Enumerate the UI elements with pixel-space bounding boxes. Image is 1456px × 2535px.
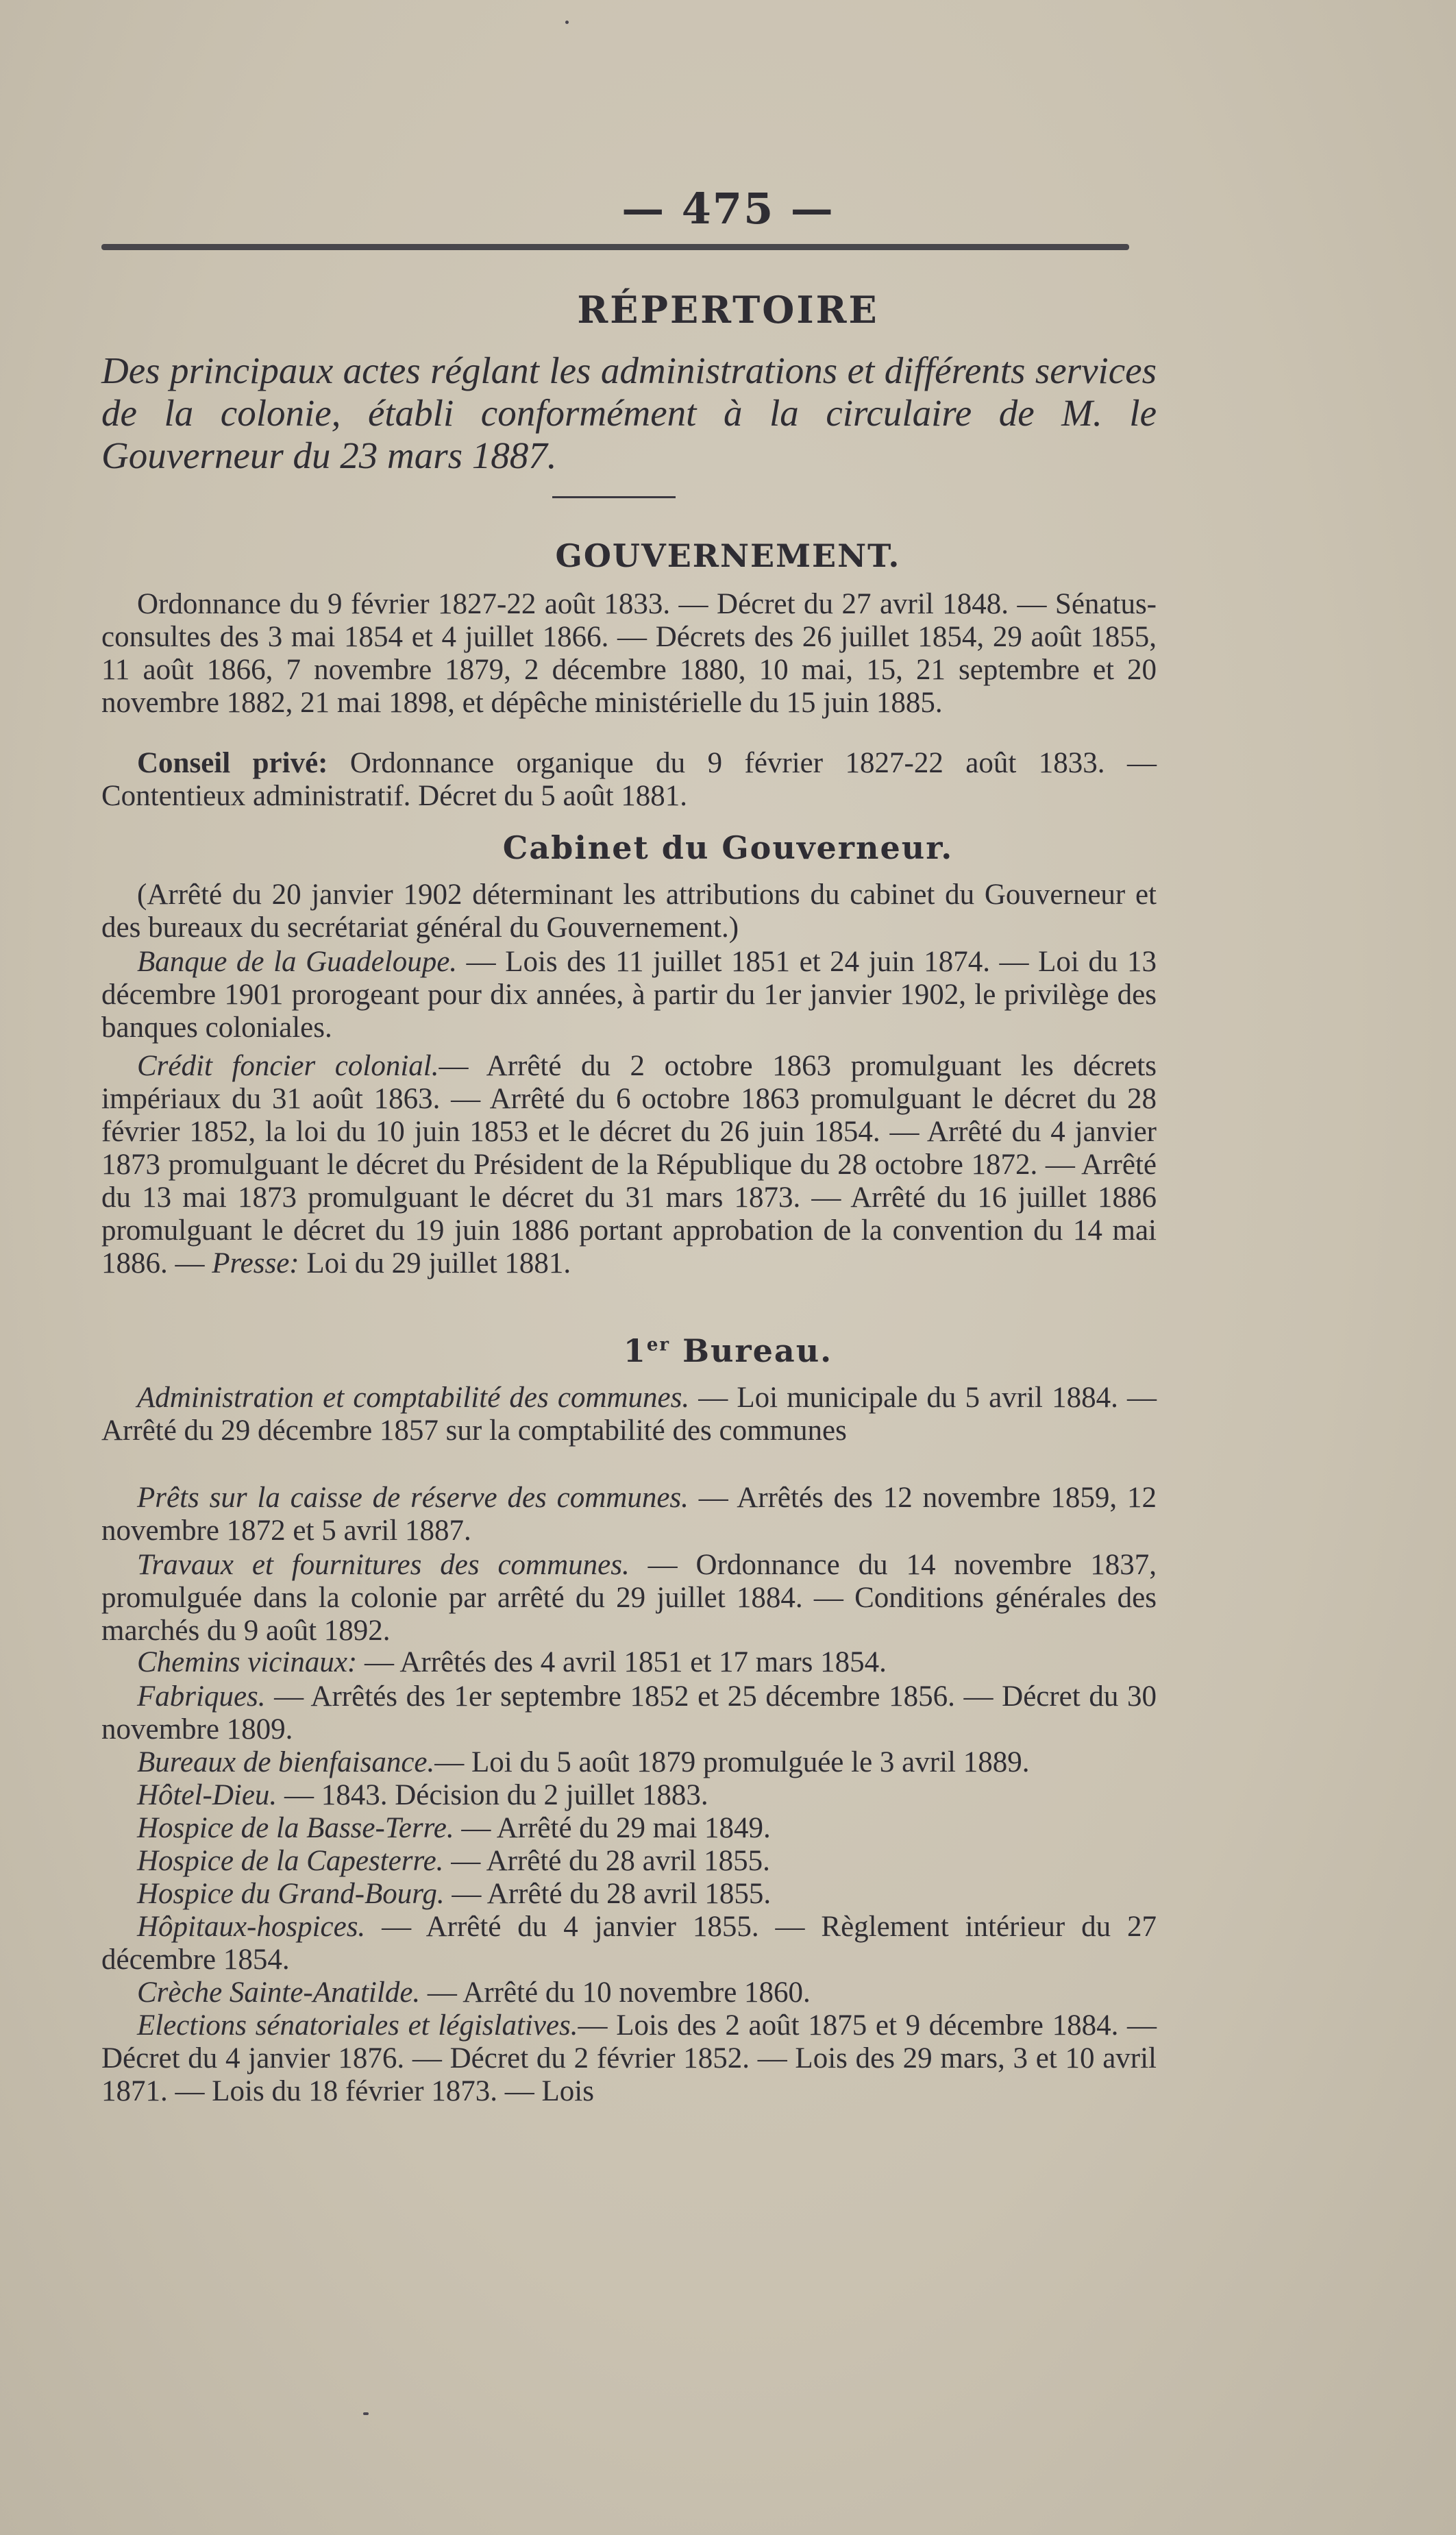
bureau-number: 1 <box>623 1332 647 1369</box>
item-text: — Arrêtés des 4 avril 1851 et 17 mars 1854. <box>357 1646 887 1678</box>
item-text: — Arrêtés des 1er septembre 1852 et 25 décembre 1856. — Décret du 30 novembre 1809. <box>101 1680 1157 1746</box>
section-title-cabinet: Cabinet du Gouverneur. <box>502 829 954 866</box>
list-item <box>101 1812 1157 1845</box>
item-label: Chemins vicinaux: <box>137 1646 358 1678</box>
item-label: Travaux et fournitures des communes. <box>137 1549 630 1581</box>
item-label: Crèche Sainte-Anatilde. <box>137 1976 421 2009</box>
item-text: — Arrêté du 4 janvier 1855. — Règlement intérieur du 27 décembre 1854. <box>101 1911 1157 1976</box>
item-text: — Arrêté du 28 avril 1855. <box>443 1845 770 1877</box>
item-label: Hospice de la Capesterre. <box>137 1845 444 1877</box>
cabinet-arrete-paragraph: (Arrêté du 20 janvier 1902 déterminant les attributions du cabinet du Gouverneur et des bureaux du secrétariat général du Gouvernement.) <box>101 879 1157 944</box>
item-text: — Arrêté du 29 mai 1849. <box>454 1812 771 1844</box>
bureau-superscript: er <box>646 1334 671 1356</box>
list-item <box>101 2009 1157 2108</box>
credit-foncier-paragraph <box>101 1050 1157 1280</box>
list-item <box>101 1549 1157 1648</box>
list-item <box>101 1482 1157 1547</box>
page-subtitle: Des principaux actes réglant les administrations et différents services de la colonie, établi conformément à la circulaire de M. le Gouverneur du 23 mars 1887. <box>101 350 1157 476</box>
list-item <box>101 1845 1157 1878</box>
item-text: — Loi municipale du 5 avril 1884. — Arrêté du 29 décembre 1857 sur la comptabilité des communes <box>101 1382 1157 1447</box>
section-title-bureau <box>0 1332 1456 1369</box>
item-text: — Arrêtés des 12 novembre 1859, 12 novembre 1872 et 5 avril 1887. <box>101 1482 1157 1547</box>
list-item <box>101 1746 1157 1779</box>
credit-foncier-text: — Arrêté du 2 octobre 1863 promulguant les décrets impériaux du 31 août 1863. — Arrêté du 6 octobre 1863 promulguant le décret du 28 février 1852, la loi du 10 juin 1853 et le décret du 26 juin 1854. — Arrêté du 4 janvier 1873 promulguant le décret du Président de la République du 28 octobre 1872. — Arrêté du 13 mai 1873 promulguant le décret du 31 mars 1873. — Arrêté du 16 juillet 1886 promulguant le décret du 19 juin 1886 portant approbation de la convention du 14 mai 1886. — <box>101 1050 1157 1279</box>
list-item <box>101 1382 1157 1447</box>
banque-text: — Lois des 11 juillet 1851 et 24 juin 1874. — Loi du 13 décembre 1901 prorogeant pour dix années, à partir du 1er janvier 1902, le privilège des banques coloniales. <box>101 946 1157 1044</box>
banque-paragraph <box>101 946 1157 1044</box>
section-divider <box>552 496 676 498</box>
conseil-prive-text: Ordonnance organique du 9 février 1827-22 août 1833. — Contentieux administratif. Décret du 5 août 1881. <box>101 747 1157 812</box>
item-label: Fabriques. <box>137 1680 266 1713</box>
item-label: Prêts sur la caisse de réserve des communes. <box>137 1482 689 1514</box>
conseil-prive-paragraph <box>101 747 1157 813</box>
item-text: — 1843. Décision du 2 juillet 1883. <box>277 1779 708 1811</box>
item-label: Hôtel-Dieu. <box>137 1779 277 1811</box>
item-text: — Arrêté du 28 avril 1855. <box>444 1878 772 1910</box>
page-number: — 475 — <box>621 184 835 234</box>
header-rule <box>101 244 1129 250</box>
item-label: Hospice de la Basse-Terre. <box>137 1812 454 1844</box>
conseil-prive-label: Conseil privé: <box>137 747 328 779</box>
list-item <box>101 1911 1157 1976</box>
credit-foncier-label: Crédit foncier colonial. <box>137 1050 439 1082</box>
list-item <box>101 1779 1157 1812</box>
banque-label: Banque de la Guadeloupe. <box>137 946 458 978</box>
item-text: — Arrêté du 10 novembre 1860. <box>420 1976 811 2009</box>
bureau-title-text: Bureau. <box>670 1332 833 1369</box>
presse-text: Loi du 29 juillet 1881. <box>299 1247 571 1279</box>
item-label: Elections sénatoriales et législatives. <box>137 2009 578 2042</box>
item-text: — Ordonnance du 14 novembre 1837, promulguée dans la colonie par arrêté du 29 juillet 1884. — Conditions générales des marchés du 9 août 1892. <box>101 1549 1157 1647</box>
paper-speck <box>565 21 569 24</box>
list-item <box>101 1878 1157 1911</box>
list-item <box>101 1646 1157 1679</box>
paper-speck <box>363 2412 369 2415</box>
item-text: — Loi du 5 août 1879 promulguée le 3 avril 1889. <box>434 1746 1030 1778</box>
gouvernement-paragraph: Ordonnance du 9 février 1827-22 août 1833. — Décret du 27 avril 1848. — Sénatus-consultes des 3 mai 1854 et 4 juillet 1866. — Décrets des 26 juillet 1854, 29 août 1855, 11 août 1866, 7 novembre 1879, 2 décembre 1880, 10 mai, 15, 21 septembre et 20 novembre 1882, 21 mai 1898, et dépêche ministérielle du 15 juin 1885. <box>101 588 1157 719</box>
section-title-gouvernement: GOUVERNEMENT. <box>555 537 901 574</box>
item-label: Bureaux de bienfaisance. <box>137 1746 435 1778</box>
page-heading: RÉPERTOIRE <box>577 288 879 332</box>
item-label: Administration et comptabilité des communes. <box>137 1382 690 1414</box>
item-text: — Lois des 2 août 1875 et 9 décembre 1884. — Décret du 4 janvier 1876. — Décret du 2 février 1852. — Lois des 29 mars, 3 et 10 avril 1871. — Lois du 18 février 1873. — Lois <box>101 2009 1157 2107</box>
list-item <box>101 1680 1157 1746</box>
item-label: Hospice du Grand-Bourg. <box>137 1878 445 1910</box>
presse-label: Presse: <box>212 1247 299 1279</box>
item-label: Hôpitaux-hospices. <box>137 1911 366 1943</box>
list-item <box>101 1976 1157 2009</box>
